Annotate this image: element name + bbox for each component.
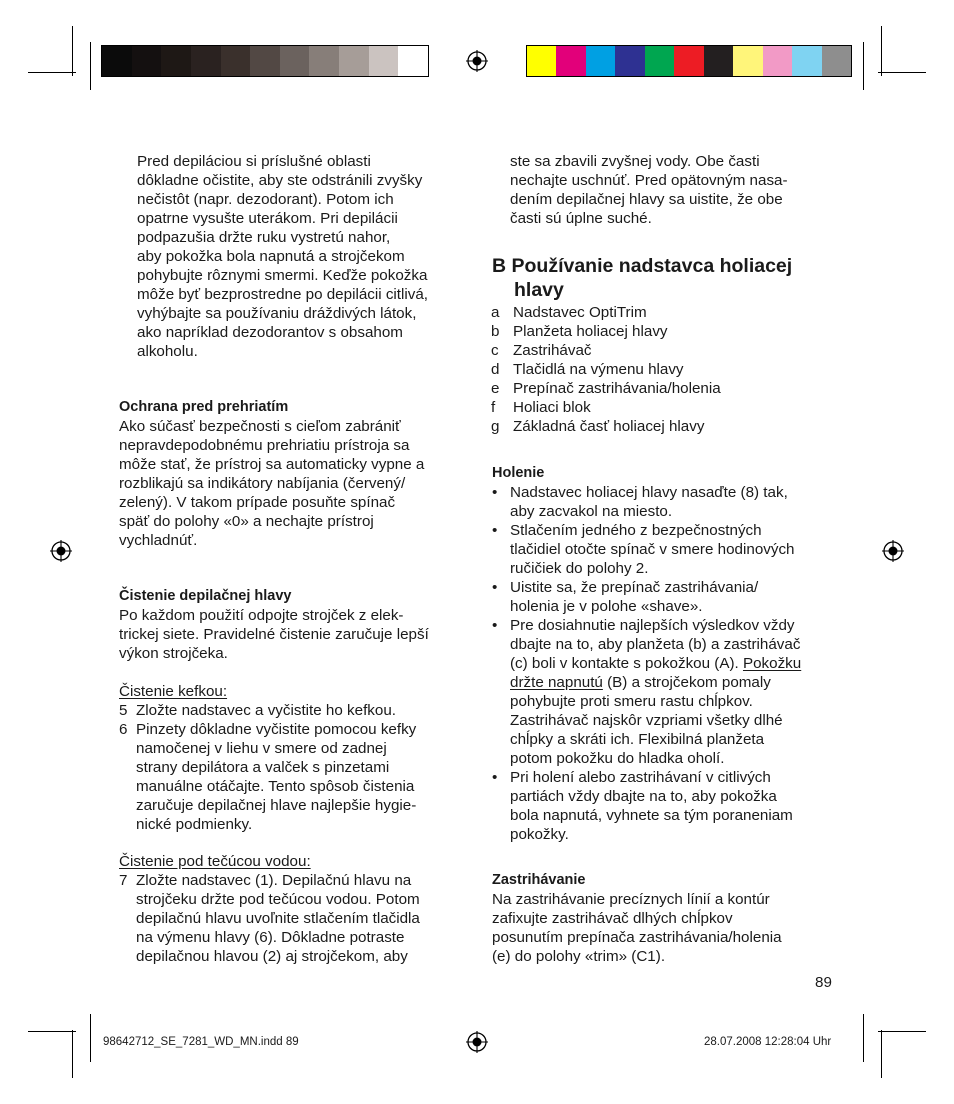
section-title <box>492 254 792 302</box>
list-item <box>491 303 721 322</box>
numbered-step <box>119 701 416 720</box>
color-swatch <box>586 46 616 76</box>
bullet-item <box>492 616 801 768</box>
color-swatch <box>102 46 132 76</box>
underlined-text: Pokožku <box>742 655 802 672</box>
list-item <box>491 322 721 341</box>
crop-mark <box>28 1031 76 1032</box>
list-item <box>491 379 721 398</box>
crop-mark <box>878 72 926 73</box>
text-line: partiách vždy dbajte na to, aby pokožka <box>510 788 777 805</box>
color-swatch <box>733 46 763 76</box>
item-letter: e <box>491 380 500 397</box>
text-line: opatrne vysušte uterákom. Pri depilácii <box>137 210 398 227</box>
section-title-line: hlavy <box>514 279 564 301</box>
text-fragment: (B) a strojčekom pomaly <box>602 674 771 691</box>
text-line: rozblikajú sa indikátory nabíjania (červený/ <box>119 475 406 492</box>
color-swatch <box>309 46 339 76</box>
text-line: dôkladne očistite, aby ste odstránili zvyšky <box>137 172 423 189</box>
color-swatch <box>763 46 793 76</box>
bullet-icon: • <box>492 579 498 596</box>
text-line: chĺpky a skráti ich. Flexibilná planžeta <box>510 731 765 748</box>
text-line: trickej siete. Pravidelné čistenie zaručuje lepší <box>119 626 429 643</box>
item-letter: g <box>491 418 500 435</box>
continued-paragraph <box>510 152 788 228</box>
bullet-icon: • <box>492 484 498 501</box>
text-line: zaručuje depilačnej hlave najlepšie hygie- <box>136 797 417 814</box>
parts-list <box>491 303 721 436</box>
trimming-heading: Zastrihávanie <box>492 872 586 888</box>
bullet-item <box>492 768 801 844</box>
bullet-icon: • <box>492 617 498 634</box>
crop-mark <box>90 42 91 90</box>
text-line: holenia je v polohe «shave». <box>510 598 703 615</box>
item-label: Tlačidlá na výmenu hlavy <box>513 361 684 378</box>
color-swatch <box>191 46 221 76</box>
water-heading: Čistenie pod tečúcou vodou: <box>119 853 311 870</box>
numbered-step <box>119 720 416 834</box>
text-line: Nadstavec holiacej hlavy nasaďte (8) tak, <box>510 484 788 501</box>
color-swatch <box>280 46 310 76</box>
text-line: Pinzety dôkladne vyčistite pomocou kefky <box>136 721 417 738</box>
text-line: Zložte nadstavec (1). Depilačnú hlavu na <box>136 872 412 889</box>
color-swatch <box>792 46 822 76</box>
crop-mark <box>863 1014 864 1062</box>
text-line: nechajte uschnúť. Pred opätovným nasa- <box>510 172 788 189</box>
section-title-line: B Používanie nadstavca holiacej <box>492 255 793 277</box>
text-line: Stlačením jedného z bezpečnostných <box>510 522 762 539</box>
cleaning-section <box>119 587 429 663</box>
text-line: aby zacvakol na miesto. <box>510 503 673 520</box>
text-line: môže stať, že prístroj sa automaticky vypne a <box>119 456 425 473</box>
footer-timestamp: 28.07.2008 12:28:04 Uhr <box>704 1036 832 1048</box>
text-line: tlačidiel otočte spínač v smere hodinových <box>510 541 795 558</box>
color-calibration-bar <box>526 45 852 77</box>
water-cleaning-section <box>119 852 420 966</box>
text-line: Pred depiláciou si príslušné oblasti <box>137 153 371 170</box>
text-line: bola napnutá, vyhnete sa tým poraneniam <box>510 807 793 824</box>
text-line: Na zastrihávanie precíznych línií a kontúr <box>492 891 770 908</box>
step-number: 6 <box>119 721 128 738</box>
text-line: Po každom použití odpojte strojček z elek- <box>119 607 404 624</box>
registration-mark-icon <box>466 1031 488 1053</box>
text-line: pokožky. <box>510 826 569 843</box>
text-line: ste sa zbavili zvyšnej vody. Obe časti <box>510 153 760 170</box>
text-line: namočenej v liehu v smere od zadnej <box>136 740 387 757</box>
color-swatch <box>556 46 586 76</box>
list-item <box>491 341 721 360</box>
color-swatch <box>704 46 734 76</box>
bullet-item <box>492 578 801 616</box>
item-letter: a <box>491 304 500 321</box>
cleaning-heading: Čistenie depilačnej hlavy <box>119 588 292 604</box>
brush-cleaning-section <box>119 682 416 834</box>
text-line: ručičiek do polohy 2. <box>510 560 649 577</box>
text-line: Zložte nadstavec a vyčistite ho kefkou. <box>136 702 397 719</box>
text-line: časti sú úplne suché. <box>510 210 652 227</box>
color-swatch <box>339 46 369 76</box>
text-line: vychladnúť. <box>119 532 198 549</box>
text-line: vyhýbajte sa používaniu dráždivých látok, <box>137 305 417 322</box>
text-line <box>510 654 801 673</box>
text-line: depilačnú hlavu uvoľnite stlačením tlačidla <box>136 910 420 927</box>
crop-mark <box>878 1031 926 1032</box>
registration-mark-icon <box>882 540 904 562</box>
text-line: posunutím prepínača zastrihávania/holenia <box>492 929 782 946</box>
text-line: alkoholu. <box>137 343 198 360</box>
text-line: zelený). V takom prípade posuňte spínač <box>119 494 396 511</box>
crop-mark <box>881 26 882 76</box>
text-line: nečistôt (napr. dezodorant). Potom ich <box>137 191 394 208</box>
shaving-section <box>492 464 801 844</box>
item-label: Nadstavec OptiTrim <box>513 304 647 321</box>
color-swatch <box>674 46 704 76</box>
color-swatch <box>645 46 675 76</box>
text-line: výkon strojčeka. <box>119 645 228 662</box>
text-line: môže byť bezprostredne po depilácii citlivá, <box>137 286 429 303</box>
registration-mark-icon <box>50 540 72 562</box>
text-line: pohybujte rôznymi smermi. Keďže pokožka <box>137 267 428 284</box>
bullet-item <box>492 521 801 578</box>
item-letter: b <box>491 323 500 340</box>
item-label: Holiaci blok <box>513 399 591 416</box>
text-line: aby pokožka bola napnutá a strojčekom <box>137 248 405 265</box>
color-swatch <box>250 46 280 76</box>
footer-filename: 98642712_SE_7281_WD_MN.indd 89 <box>103 1036 299 1048</box>
step-number: 5 <box>119 702 128 719</box>
bullet-icon: • <box>492 522 498 539</box>
underlined-text: držte napnutú <box>510 674 603 691</box>
overheat-heading: Ochrana pred prehriatím <box>119 399 289 415</box>
text-line: strany depilátora a valček s pinzetami <box>136 759 390 776</box>
item-label: Prepínač zastrihávania/holenia <box>513 380 721 397</box>
brush-heading: Čistenie kefkou: <box>119 683 228 700</box>
text-line: na výmenu hlavy (6). Dôkladne potraste <box>136 929 405 946</box>
numbered-step <box>119 871 420 966</box>
crop-mark <box>28 72 76 73</box>
overheat-section <box>119 398 424 550</box>
text-line: späť do polohy «0» a nechajte prístroj <box>119 513 374 530</box>
text-line: ako napríklad dezodorantov s obsahom <box>137 324 403 341</box>
color-swatch <box>822 46 852 76</box>
text-line: pohybujte proti smeru rastu chĺpkov. <box>510 693 753 710</box>
shaving-heading: Holenie <box>492 465 545 481</box>
text-line <box>510 673 801 692</box>
text-fragment: (c) boli v kontakte s pokožkou (A). <box>510 655 743 672</box>
bullet-item <box>492 483 801 521</box>
crop-mark <box>72 26 73 76</box>
step-number: 7 <box>119 872 128 889</box>
list-item <box>491 398 721 417</box>
registration-mark-icon <box>466 50 488 72</box>
item-letter: d <box>491 361 500 378</box>
text-line: potom pokožku do hladka oholí. <box>510 750 725 767</box>
trimming-section <box>492 871 782 966</box>
bullet-icon: • <box>492 769 498 786</box>
item-label: Základná časť holiacej hlavy <box>513 418 705 435</box>
crop-mark <box>72 1030 73 1078</box>
text-line: manuálne otáčajte. Tento spôsob čistenia <box>136 778 415 795</box>
text-line: podpazušia držte ruku vystretú nahor, <box>137 229 391 246</box>
item-label: Zastrihávač <box>513 342 592 359</box>
crop-mark <box>90 1014 91 1062</box>
crop-mark <box>863 42 864 90</box>
text-line: Pre dosiahnutie najlepších výsledkov vždy <box>510 617 795 634</box>
text-line: nické podmienky. <box>136 816 253 833</box>
text-line: nepravdepodobnému prehriatiu prístroja sa <box>119 437 410 454</box>
grayscale-calibration-bar <box>101 45 429 77</box>
text-line: strojčeku držte pod tečúcou vodou. Potom <box>136 891 420 908</box>
item-label: Planžeta holiacej hlavy <box>513 323 668 340</box>
list-item <box>491 417 721 436</box>
text-line: dbajte na to, aby planžeta (b) a zastrihávač <box>510 636 801 653</box>
item-letter: c <box>491 342 499 359</box>
text-line: Uistite sa, že prepínač zastrihávania/ <box>510 579 759 596</box>
color-swatch <box>161 46 191 76</box>
crop-mark <box>881 1030 882 1078</box>
color-swatch <box>615 46 645 76</box>
intro-paragraph <box>137 152 428 361</box>
item-letter: f <box>491 399 496 416</box>
color-swatch <box>527 46 557 76</box>
text-line: Ako súčasť bezpečnosti s cieľom zabrániť <box>119 418 401 435</box>
list-item <box>491 360 721 379</box>
text-line: zafixujte zastrihávač dlhých chĺpkov <box>492 910 733 927</box>
color-swatch <box>221 46 251 76</box>
text-line: (e) do polohy «trim» (C1). <box>492 948 666 965</box>
text-line: Zastrihávač najskôr vzpriami všetky dlhé <box>510 712 783 729</box>
text-line: depilačnou hlavou (2) aj strojčekom, aby <box>136 948 408 965</box>
page-number: 89 <box>815 974 832 991</box>
text-line: Pri holení alebo zastrihávaní v citlivých <box>510 769 771 786</box>
text-line: dením depilačnej hlavy sa uistite, že obe <box>510 191 783 208</box>
color-swatch <box>398 46 428 76</box>
color-swatch <box>132 46 162 76</box>
color-swatch <box>369 46 399 76</box>
